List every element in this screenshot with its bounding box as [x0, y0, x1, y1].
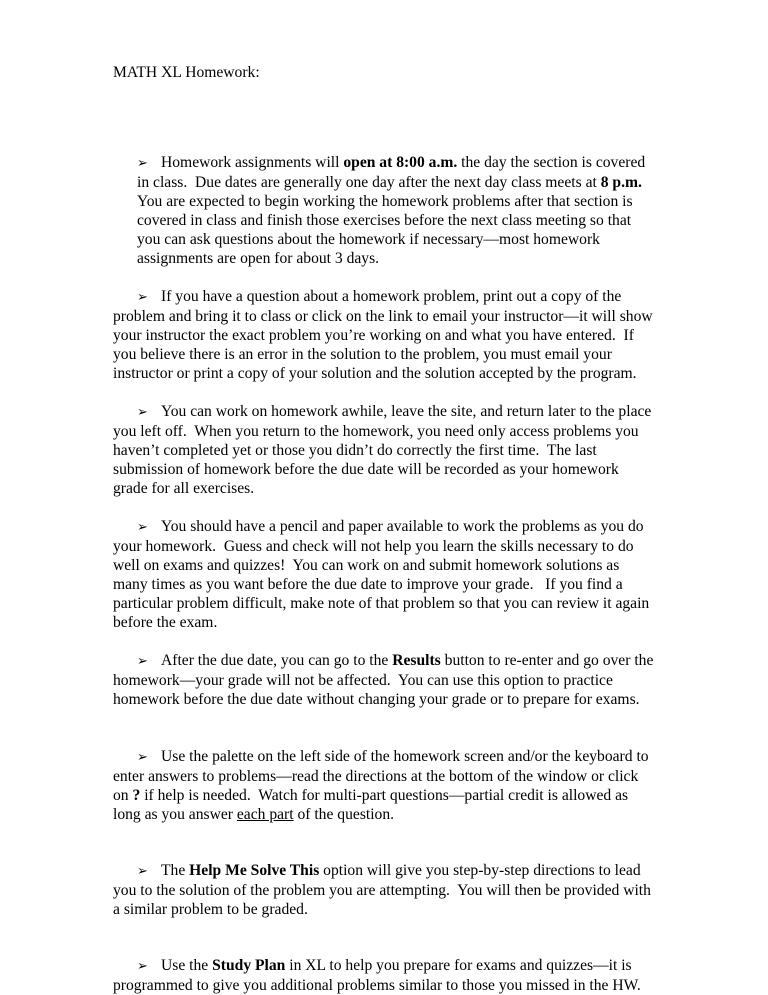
bullet-icon: ➢: [137, 405, 148, 420]
bullet-icon: ➢: [137, 750, 148, 765]
bullet-icon: ➢: [137, 290, 148, 305]
bold-text: 8 p.m.: [600, 174, 642, 192]
bullet-icon: ➢: [137, 959, 148, 974]
text: in XL to help you prepare for exams and quizzes—it is programmed to give you additional problems similar to those you missed in the HW.: [113, 957, 641, 995]
bold-text: Study Plan: [212, 957, 286, 974]
paragraph-homework-schedule: [137, 153, 657, 269]
text: option will give you step-by-step directions to lead you to the solution of the problem you are attempting. You will then be provided with a similar problem to be graded.: [113, 862, 655, 919]
text: button to re-enter and go over the homework—your grade will not be affected. You can use this option to practice homework before the due date without changing your grade or to prepare for exams.: [113, 652, 658, 709]
bullet-icon: ➢: [137, 520, 148, 535]
paragraph-questions: [113, 287, 657, 383]
bullet-icon: ➢: [137, 156, 148, 171]
text: Homework assignments will: [161, 154, 344, 171]
text: the day the section is covered in class. Due dates are generally one day after the next day class meets at: [137, 154, 650, 192]
paragraph-resume-work: [113, 402, 657, 498]
paragraph-results: [113, 651, 657, 709]
bold-text: open at 8:00 a.m.: [343, 154, 458, 171]
paragraph-study-plan: [113, 956, 657, 995]
bullet-icon: ➢: [137, 654, 148, 669]
text: of the question.: [293, 806, 395, 824]
text: Use the: [161, 957, 213, 974]
text: The: [161, 862, 190, 879]
text: You can work on homework awhile, leave the site, and return later to the place you left off. When you return to the homework, you need only access problems you haven’t completed yet or those you didn’t do correctly the first time. The last submission of homework before the due date will be recorded as your homework grade for all exercises.: [113, 403, 656, 498]
text: Use the palette on the left side of the homework screen and/or the keyboard to enter answers to problems—read the directions at the bottom of the window or click on: [113, 748, 653, 805]
bold-text: Help Me Solve This: [189, 862, 320, 879]
paragraph-pencil-paper: [113, 517, 657, 633]
bold-text: Results: [392, 652, 441, 669]
text: You are expected to begin working the homework problems after that section is covered in class and finish those exercises before the next class meeting so that you can ask questions about the homework if necessary—most homework assignments are open for about 3 days.: [137, 174, 654, 268]
paragraph-palette: [113, 747, 657, 824]
bullet-icon: ➢: [137, 864, 148, 879]
underlined-text: each part: [236, 806, 294, 824]
text: After the due date, you can go to the: [161, 652, 393, 669]
bold-text: ?: [132, 787, 141, 805]
text: If you have a question about a homework problem, print out a copy of the problem and bring it to class or click on the link to email your instructor—it will show your instructor the exact problem you’re working on and what you have entered. If you believe there is an error in the solution to the problem, you must email your instructor or print a copy of your solution and the solution accepted by the program.: [113, 288, 657, 383]
text: You should have a pencil and paper available to work the problems as you do your homework. Guess and check will not help you learn the skills necessary to do well on exams and quizzes! You can work on and submit homework solutions as many times as you want before the due date to improve your grade. If you find a particular problem difficult, make note of that problem so that you can review it again before the exam.: [113, 518, 654, 632]
text: if help is needed. Watch for multi-part questions—partial credit is allowed as long as you answer: [113, 787, 632, 824]
document-title: MATH XL Homework:: [113, 64, 260, 81]
paragraph-help-me-solve: [113, 861, 657, 919]
